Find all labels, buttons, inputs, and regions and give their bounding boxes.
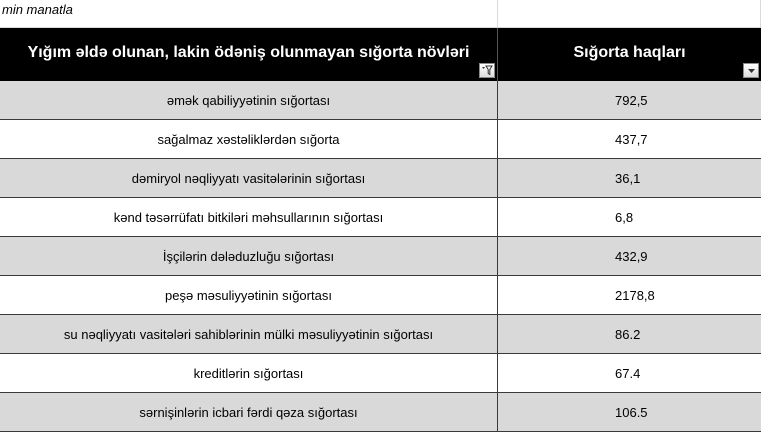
premium-cell[interactable]: 432,9 [615, 248, 648, 264]
insurance-type-cell[interactable]: İşçilərin dələduzluğu sığortası [0, 237, 498, 275]
premium-cell[interactable]: 67.4 [615, 365, 641, 381]
insurance-type-cell[interactable]: su nəqliyyatı vasitələri sahiblərinin mülki məsuliyyətinin sığortası [0, 315, 498, 353]
insurance-type-cell[interactable]: əmək qabiliyyətinin sığortası [0, 81, 498, 119]
premium-cell[interactable]: 86.2 [615, 326, 641, 342]
funnel-icon [481, 65, 493, 76]
table-row [0, 81, 761, 120]
insurance-type-cell[interactable]: dəmiryol nəqliyyatı vasitələrinin sığortası [0, 159, 498, 197]
table-row [0, 393, 761, 432]
table-body [0, 81, 761, 432]
empty-cell[interactable] [498, 0, 761, 28]
premium-cell[interactable]: 36,1 [615, 170, 641, 186]
table-row [0, 354, 761, 393]
insurance-type-cell[interactable]: sərnişinlərin icbari fərdi qəza sığortası [0, 393, 498, 431]
unit-note[interactable]: min manatla [0, 0, 498, 28]
insurance-type-cell[interactable]: sağalmaz xəstəliklərdən sığorta [0, 120, 498, 158]
table-header [0, 28, 761, 81]
premium-cell[interactable]: 437,7 [615, 131, 648, 147]
insurance-type-cell[interactable]: kreditlərin sığortası [0, 354, 498, 392]
header-insurance-types-label: Yığım əldə olunan, lakin ödəniş olunmayan sığorta növləri [27, 44, 470, 61]
chevron-down-icon [747, 68, 756, 74]
insurance-type-cell[interactable]: peşə məsuliyyətinin sığortası [0, 276, 498, 314]
header-insurance-types[interactable] [0, 28, 498, 81]
caption-row [0, 0, 761, 28]
table-row [0, 276, 761, 315]
premium-cell[interactable]: 2178,8 [615, 287, 655, 303]
header-premiums[interactable] [498, 28, 761, 81]
dropdown-arrow-icon[interactable] [743, 63, 759, 78]
table-row [0, 315, 761, 354]
table-row [0, 120, 761, 159]
premium-cell[interactable]: 106.5 [615, 404, 648, 420]
premium-cell[interactable]: 6,8 [615, 209, 634, 225]
table-row [0, 237, 761, 276]
insurance-type-cell[interactable]: kənd təsərrüfatı bitkiləri məhsullarının sığortası [0, 198, 498, 236]
premium-cell[interactable]: 792,5 [615, 92, 648, 108]
table-row [0, 198, 761, 237]
table-row [0, 159, 761, 198]
filter-active-icon[interactable] [479, 63, 495, 78]
header-premiums-label: Sığorta haqları [573, 44, 686, 61]
